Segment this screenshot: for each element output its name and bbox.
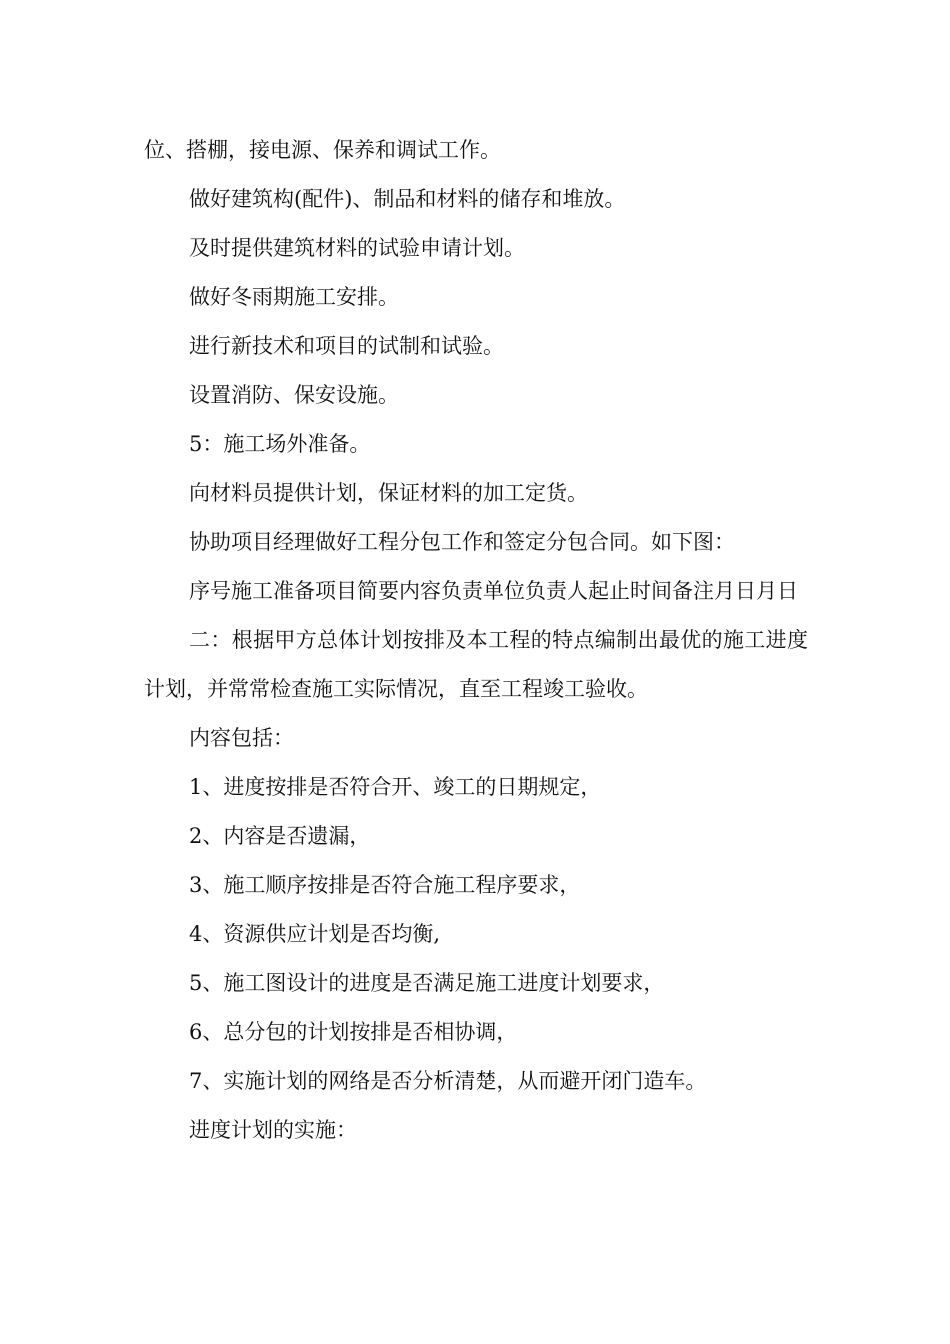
paragraph: 进度计划的实施： — [189, 1118, 357, 1142]
paragraph: 二：根据甲方总体计划按排及本工程的特点编制出最优的施工进度计划，并常常检查施工实际情况，直至工程竣工验收。 — [144, 628, 808, 701]
list-item: 4、资源供应计划是否均衡, — [189, 922, 441, 946]
paragraph: 内容包括： — [189, 726, 294, 750]
list-item: 3、施工顺序按排是否符合施工程序要求， — [189, 873, 581, 897]
paragraph: 及时提供建筑材料的试验申请计划。 — [189, 236, 525, 260]
list-item: 1、进度按排是否符合开、竣工的日期规定， — [189, 775, 602, 799]
list-item: 7、实施计划的网络是否分析清楚，从而避开闭门造车。 — [189, 1069, 707, 1093]
paragraph: 协助项目经理做好工程分包工作和签定分包合同。如下图： — [189, 530, 735, 554]
list-item: 2、内容是否遗漏， — [189, 824, 371, 848]
paragraph: 5：施工场外准备。 — [189, 432, 371, 456]
paragraph: 设置消防、保安设施。 — [189, 383, 399, 407]
paragraph: 序号施工准备项目简要内容负责单位负责人起止时间备注月日月日 — [189, 579, 798, 603]
paragraph: 进行新技术和项目的试制和试验。 — [189, 334, 504, 358]
paragraph: 向材料员提供计划，保证材料的加工定货。 — [189, 481, 588, 505]
list-item: 6、总分包的计划按排是否相协调， — [189, 1020, 518, 1044]
paragraph: 做好建筑构(配件)、制品和材料的储存和堆放。 — [189, 187, 626, 211]
paragraph: 位、搭棚，接电源、保养和调试工作。 — [144, 138, 501, 162]
document-body — [144, 126, 808, 1155]
paragraph: 做好冬雨期施工安排。 — [189, 285, 399, 309]
list-item: 5、施工图设计的进度是否满足施工进度计划要求， — [189, 971, 665, 995]
